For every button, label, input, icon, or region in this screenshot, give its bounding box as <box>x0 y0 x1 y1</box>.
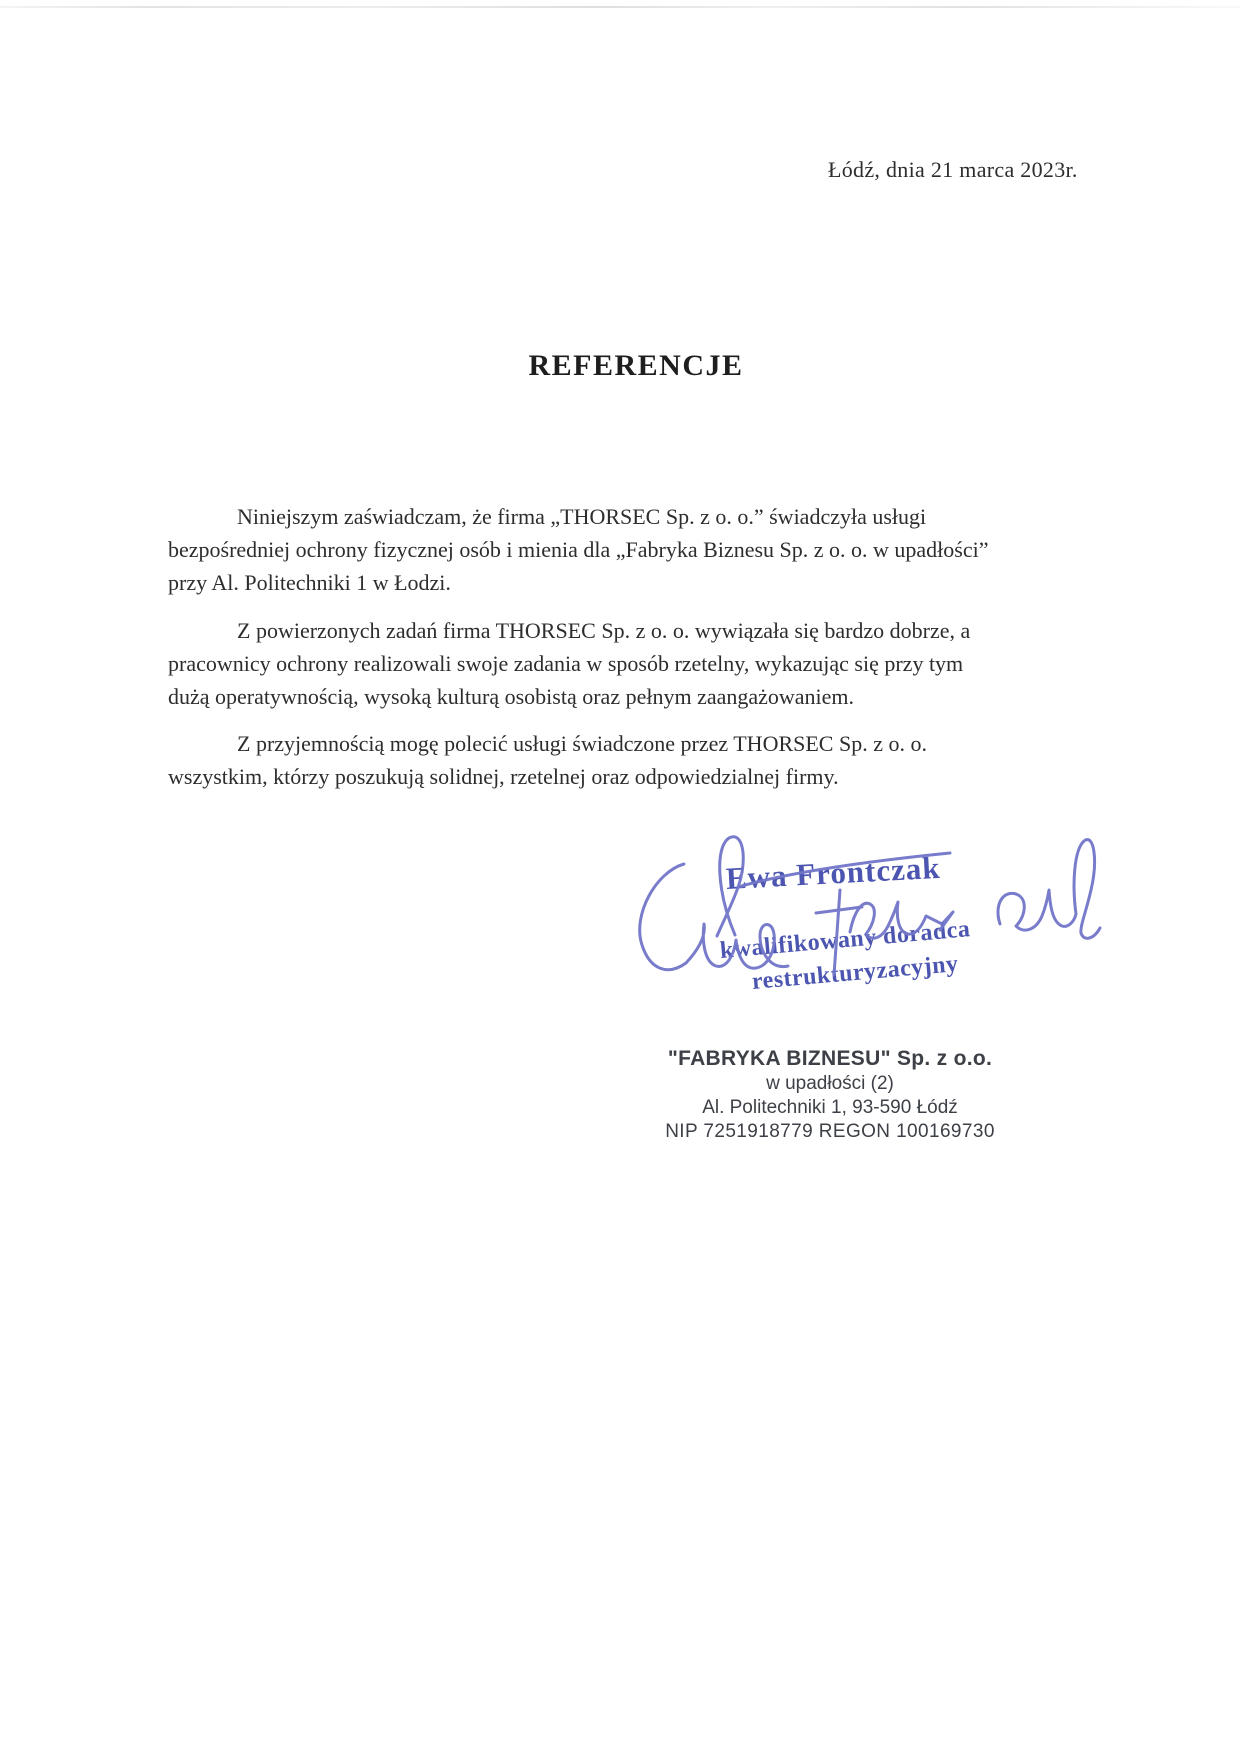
company-stamp-name: "FABRYKA BIZNESU" Sp. z o.o. <box>667 1047 993 1070</box>
paragraph <box>168 614 1098 713</box>
text-line: przy Al. Politechniki 1 w Łodzi. <box>168 570 451 595</box>
company-stamp-ids: NIP 7251918779 REGON 100169730 <box>665 1121 995 1142</box>
text-line: dużą operatywnością, wysoką kulturą osobistą oraz pełnym zaangażowaniem. <box>168 684 855 709</box>
handwritten-signature <box>620 820 1120 990</box>
text-line: Niniejszym zaświadczam, że firma „THORSEC Sp. z o. o.” świadczyła usługi <box>237 504 927 529</box>
text-line: Z powierzonych zadań firma THORSEC Sp. z o. o. wywiązała się bardzo dobrze, a <box>237 618 971 643</box>
company-stamp-status: w upadłości (2) <box>766 1073 894 1094</box>
text-line: pracownicy ochrony realizowali swoje zadania w sposób rzetelny, wykazując się przy tym <box>168 651 964 676</box>
signature-stamp-name: Ewa Frontczak <box>725 849 942 896</box>
company-stamp-address: Al. Politechniki 1, 93-590 Łódź <box>702 1097 958 1118</box>
document-title: REFERENCJE <box>528 349 744 382</box>
text-line: wszystkim, którzy poszukują solidnej, rzetelnej oraz odpowiedzialnej firmy. <box>168 764 839 789</box>
signature-stamp-role-line2: restrukturyzacyjny <box>750 950 960 995</box>
date-line: Łódź, dnia 21 marca 2023r. <box>828 157 1078 182</box>
paragraph <box>168 727 1098 793</box>
company-stamp <box>658 1046 1002 1144</box>
signature-stamp-role-line1: kwalifikowany doradca <box>718 916 972 964</box>
text-line: Z przyjemnością mogę polecić usługi świadczone przez THORSEC Sp. z o. o. <box>237 731 927 756</box>
scan-artifact-line <box>0 6 1240 8</box>
paragraph <box>168 500 1098 599</box>
text-line: bezpośredniej ochrony fizycznej osób i mienia dla „Fabryka Biznesu Sp. z o. o. w upadłości” <box>168 537 989 562</box>
